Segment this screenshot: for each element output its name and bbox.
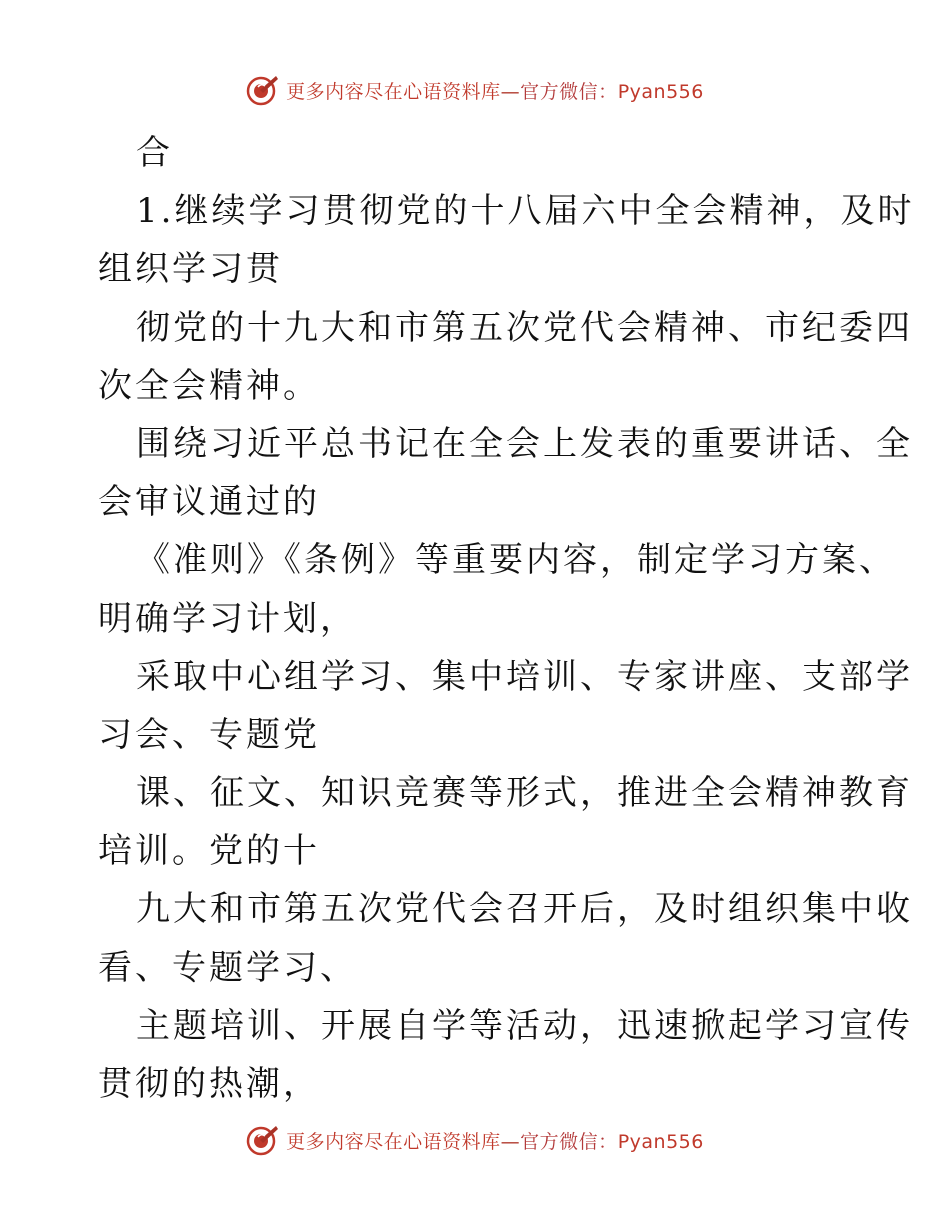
paragraph-line: 主题培训、开展自学等活动，迅速掀起学习宣传 <box>136 1005 913 1046</box>
watermark-title: 更多内容尽在心语资料库 <box>286 1130 501 1153</box>
paragraph-line: 会审议通过的 <box>98 482 320 523</box>
watermark-title: 更多内容尽在心语资料库 <box>286 80 501 103</box>
watermark-separator: — <box>500 80 521 103</box>
paragraph-line: 1.继续学习贯彻党的十八届六中全会精神，及时 <box>136 191 915 232</box>
paragraph-line: 彻党的十九大和市第五次党代会精神、市纪委四 <box>136 307 913 348</box>
paragraph-line: 明确学习计划， <box>98 598 357 639</box>
header-watermark <box>0 70 950 110</box>
paragraph-line: 课、征文、知识竞赛等形式，推进全会精神教育 <box>136 773 913 814</box>
document-body <box>98 124 915 1113</box>
paragraph-line: 合 <box>136 133 173 173</box>
paragraph-line: 贯彻的热潮， <box>98 1064 320 1104</box>
paragraph-line: 围绕习近平总书记在全会上发表的重要讲话、全 <box>136 423 913 464</box>
watermark-separator: — <box>500 1130 521 1153</box>
paragraph-line: 《准则》《条例》等重要内容，制定学习方案、 <box>136 540 896 581</box>
watermark-official-label: 官方微信： <box>520 80 618 103</box>
paragraph-line: 组织学习贯 <box>98 249 283 290</box>
paragraph-line: 看、专题学习、 <box>98 947 357 988</box>
watermark-wechat-id: Pyan556 <box>617 1130 704 1153</box>
watermark-wechat-id: Pyan556 <box>617 80 704 103</box>
paragraph-line: 次全会精神。 <box>98 365 320 406</box>
paragraph-line: 九大和市第五次党代会召开后，及时组织集中收 <box>136 889 913 930</box>
pen-logo-icon <box>246 73 280 107</box>
watermark-official-label: 官方微信： <box>520 1130 618 1153</box>
paragraph-line: 采取中心组学习、集中培训、专家讲座、支部学 <box>136 656 913 697</box>
paragraph-line: 培训。党的十 <box>98 831 320 872</box>
paragraph-line: 习会、专题党 <box>98 714 320 755</box>
pen-logo-icon <box>246 1123 280 1157</box>
footer-watermark <box>0 1120 950 1160</box>
